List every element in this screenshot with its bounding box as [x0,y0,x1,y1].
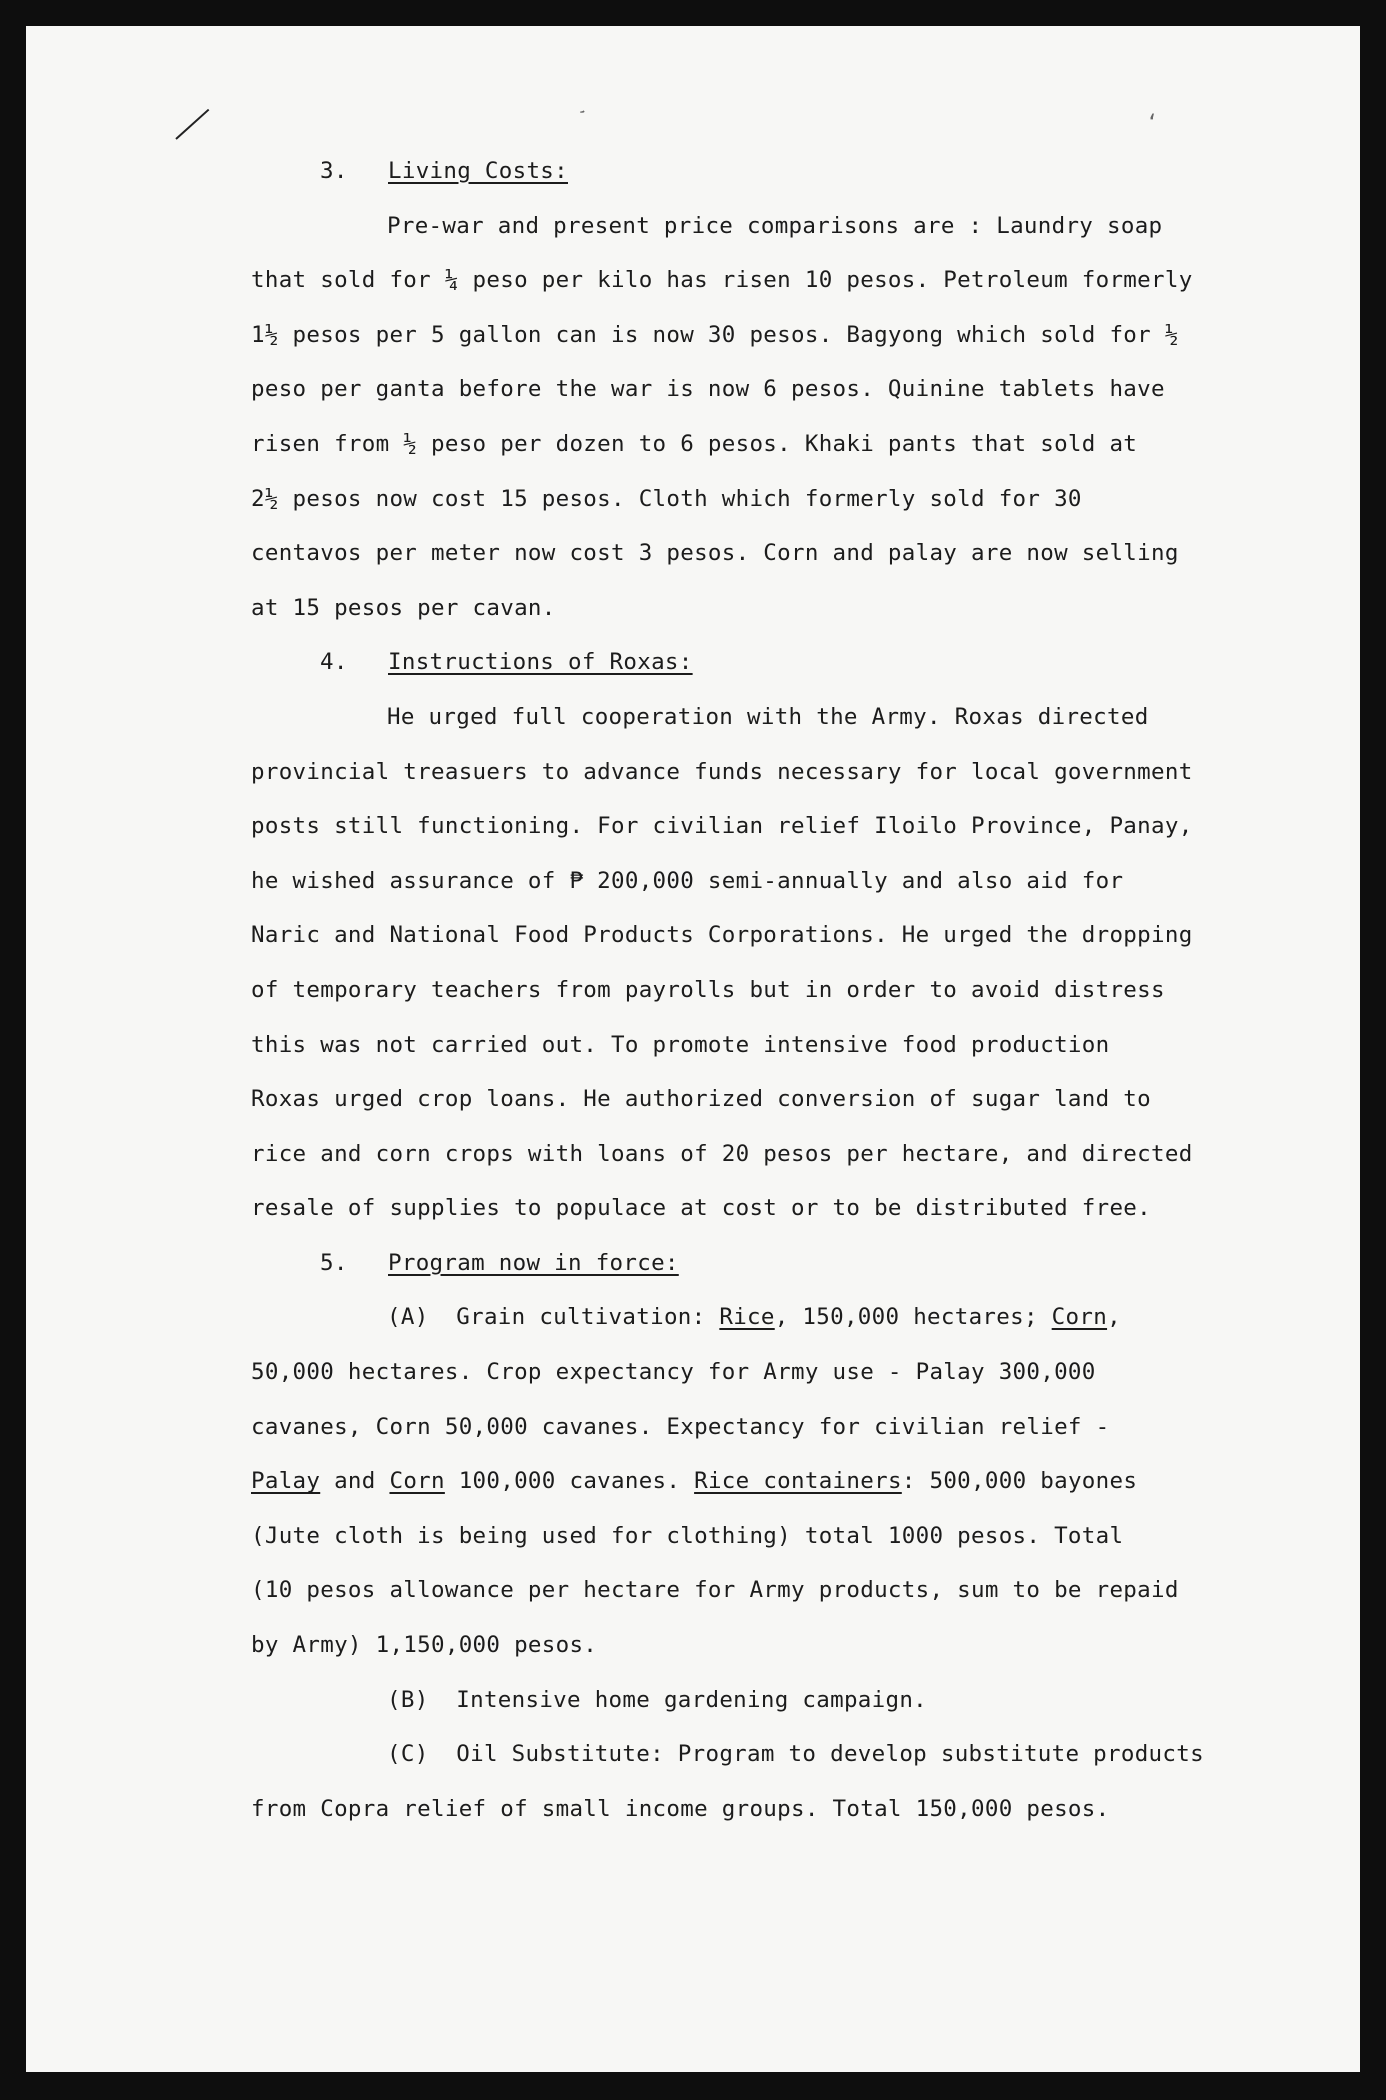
program-text: , 150,000 hectares; [774,1304,1038,1331]
section-title: Program now in force: [388,1249,679,1276]
underlined-term: Corn [1051,1304,1108,1331]
program-text: Intensive home gardening campaign. [456,1686,928,1713]
section-number: 4. [320,649,348,676]
section-body: Pre-war and present price comparisons are : Laundry soap that sold for ¼ peso per kilo has risen 10 pesos. Petroleum formerly 1½ pesos per 5 gallon can is now 30 pesos. Bagyong which sold for ½ peso per ganta before the war is now 6 pesos. Quinine tablets have risen from ½ peso per dozen to 6 pesos. Khaki pants that sold at 2½ pesos now cost 15 pesos. Cloth which formerly sold for 30 centavos per meter now cost 3 pesos. Corn and palay are now selling at 15 pesos per cavan. [251,212,1193,621]
section-heading [251,144,1251,199]
section-heading [251,635,1251,690]
program-text: and [320,1468,390,1495]
program-text: , 50,000 hectares. Crop expectancy for Army use - Palay 300,000 cavanes, Corn 50,000 cavanes. Expectancy for civilian relief - [251,1304,1121,1440]
underlined-term: Palay [251,1468,321,1495]
program-item-b [251,1673,1251,1728]
section-title: Instructions of Roxas: [388,649,693,676]
program-item-c [251,1727,1251,1836]
program-text: 100,000 cavanes. [444,1468,695,1495]
program-label: (B) [387,1686,429,1713]
underlined-term: Rice [719,1304,775,1331]
stray-mark: ’ [569,106,588,122]
program-text: Grain cultivation: [456,1304,706,1331]
section-number: 3. [320,158,348,184]
program-label: (A) [387,1304,429,1331]
program-text: : 500,000 bayones (Jute cloth is being used for clothing) total 1000 pesos. Total (10 pesos allowance per hectare for Army products, sum to be repaid by Army) 1,150,000 pesos. [251,1468,1179,1659]
section-number: 5. [320,1249,348,1276]
underlined-term: Corn [389,1468,445,1495]
underlined-term: Rice containers [694,1468,902,1495]
document-page [26,26,1360,2072]
program-label: (C) [387,1741,429,1768]
stray-mark: ‘ [1146,110,1159,134]
section-title: Living Costs: [388,158,568,184]
program-text: Oil Substitute: Program to develop substitute products from Copra relief of small income groups. Total 150,000 pesos. [251,1741,1204,1822]
margin-tick-mark [175,109,209,140]
section-body: He urged full cooperation with the Army. Roxas directed provincial treasuers to advance funds necessary for local government posts still functioning. For civilian relief Iloilo Province, Panay, he wished assurance of ₱ 200,000 semi-annually and also aid for Naric and National Food Products Corporations. He urged the dropping of temporary teachers from payrolls but in order to avoid distress this was not carried out. To promote intensive food production Roxas urged crop loans. He authorized conversion of sugar land to rice and corn crops with loans of 20 pesos per hectare, and directed resale of supplies to populace at cost or to be distributed free. [251,703,1193,1222]
program-item-a [251,1290,1251,1672]
document-text [251,144,1251,1836]
section-heading [251,1236,1251,1291]
